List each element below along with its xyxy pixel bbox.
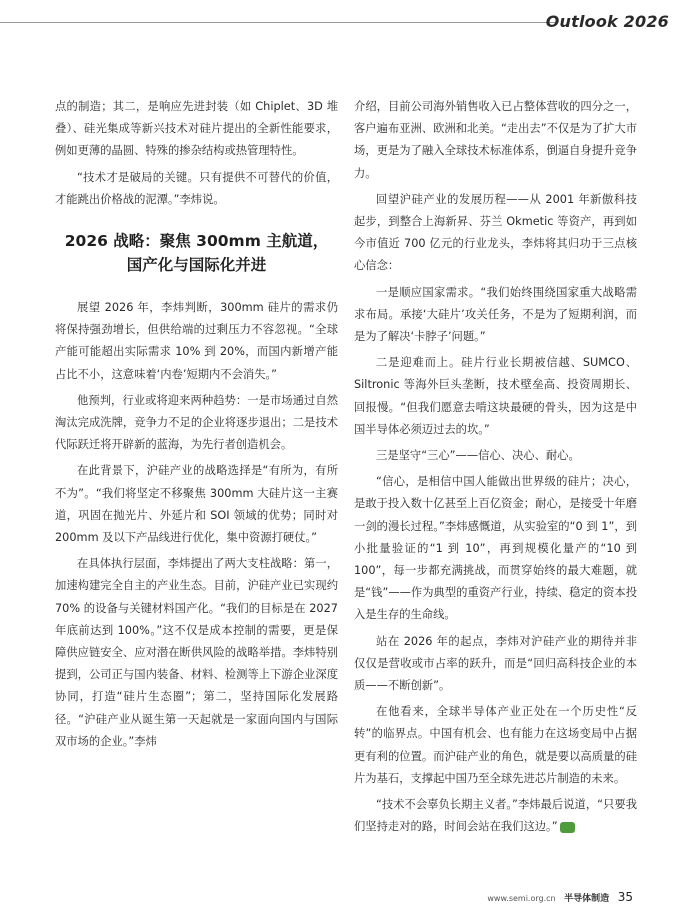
- paragraph: 在他看来，全球半导体产业正处在一个历史性“反转”的临界点。中国有机会、也有能力在这场变局中占据更有利的位置。而沪硅产业的角色，就是要以高质量的硅片为基石，支撑起中国乃至全球先进芯片制造的未来。: [354, 705, 637, 785]
- paragraph: 点的制造；其二，是响应先进封装（如 Chiplet、3D 堆叠）、硅光集成等新兴技术对硅片提出的全新性能要求，例如更薄的晶圆、特殊的掺杂结构或热管理特性。: [55, 100, 338, 158]
- paragraph: “技术才是破局的关键。只有提供不可替代的价值，才能跳出价格战的泥潭。”李炜说。: [55, 170, 338, 206]
- paragraph: “信心，是相信中国人能做出世界级的硅片；决心，是敢于投入数十亿甚至上百亿资金；耐心，是接受十年磨一剑的漫长过程。”李炜感慨道，从实验室的“0 到 1”，到小批量验证的“1 到 10”，再到规模化量产的“10 到 100”，每一步都充满挑战，而贯穿始终的最大难题，就是“钱”——作为典型的重资产行业，持续、稳定的资本投入是生存的生命线。: [354, 475, 637, 622]
- left-column: [55, 96, 338, 757]
- paragraph: 在具体执行层面，李炜提出了两大支柱战略：第一，加速构建完全自主的产业生态。目前，沪硅产业已实现约 70% 的设备与关键材料国产化。“我们的目标是在 2027 年底前达到 100%。”这不仅是成本控制的需要，更是保障供应链安全、应对潜在断供风险的战略举措。李炜特别提到，公司正与国内装备、材料、检测等上下游企业深度协同，打造“硅片生态圈”；第二，坚持国际化发展路径。“沪硅产业从诞生第一天起就是一家面向国内与国际双市场的企业。”李炜: [55, 557, 338, 748]
- footer-magazine-name: 半导体制造: [564, 894, 610, 904]
- paragraph: 展望 2026 年，李炜判断，300mm 硅片的需求仍将保持强劲增长，但供给端的过剩压力不容忽视。“全球产能可能超出实际需求 10% 到 20%，而国内新增产能占比不小，这意味着‘内卷’短期内不会消失。”: [55, 301, 338, 381]
- paragraph: 一是顺应国家需求。“我们始终围绕国家重大战略需求布局。承接‘大硅片’攻关任务，不是为了短期利润，而是为了解决‘卡脖子’问题。”: [354, 285, 637, 344]
- paragraph: 回望沪硅产业的发展历程——从 2001 年新傲科技起步，到整合上海新昇、芬兰 Okmetic 等资产，再到如今市值近 700 亿元的行业龙头，李炜将其归功于三点核心信念：: [354, 192, 637, 273]
- header-rule: [0, 22, 558, 23]
- heading-line: 2026 战略：聚焦 300mm 主航道，: [64, 232, 329, 251]
- page-footer: [487, 890, 633, 904]
- sm-end-badge: SM: [560, 822, 575, 833]
- paragraph: 站在 2026 年的起点，李炜对沪硅产业的期待并非仅仅是营收或市占率的跃升，而是“回归高科技企业的本质——不断创新”。: [354, 634, 637, 693]
- section-title: Outlook 2026: [545, 12, 669, 31]
- page-number: 35: [617, 890, 633, 904]
- paragraph: 他预判，行业或将迎来两种趋势：一是市场通过自然淘汰完成洗牌，竞争力不足的企业将逐步退出；二是技术代际跃迁将开辟新的蓝海，为先行者创造机会。: [55, 393, 338, 452]
- paragraph: 介绍，目前公司海外销售收入已占整体营收的四分之一，客户遍布亚洲、欧洲和北美。“走出去”不仅是为了扩大市场，更是为了融入全球技术标准体系，倒逼自身提升竞争力。: [354, 100, 637, 180]
- footer-website: www.semi.org.cn: [487, 894, 556, 903]
- section-heading: [55, 229, 338, 277]
- paragraph: 三是坚守“三心”——信心、决心、耐心。: [376, 449, 580, 463]
- closing-quote: “技术不会辜负长期主义者。”李炜最后说道，“只要我们坚持走对的路，时间会站在我们这边。”: [354, 798, 637, 834]
- paragraph: 二是迎难而上。硅片行业长期被信越、SUMCO、Siltronic 等海外巨头垄断，技术壁垒高、投资周期长、回报慢。“但我们愿意去啃这块最硬的骨头，因为这是中国半导体必须迈过去的坎。”: [354, 356, 637, 436]
- right-column: [354, 96, 637, 843]
- closing-paragraph: [354, 794, 637, 838]
- heading-line: 国产化与国际化并进: [126, 256, 267, 275]
- paragraph: 在此背景下，沪硅产业的战略选择是“有所为，有所不为”。“我们将坚定不移聚焦 300mm 大硅片这一主赛道，巩固在抛光片、外延片和 SOI 领域的优势；同时对 200mm 及以下产品线进行优化，集中资源打硬仗。”: [55, 464, 338, 545]
